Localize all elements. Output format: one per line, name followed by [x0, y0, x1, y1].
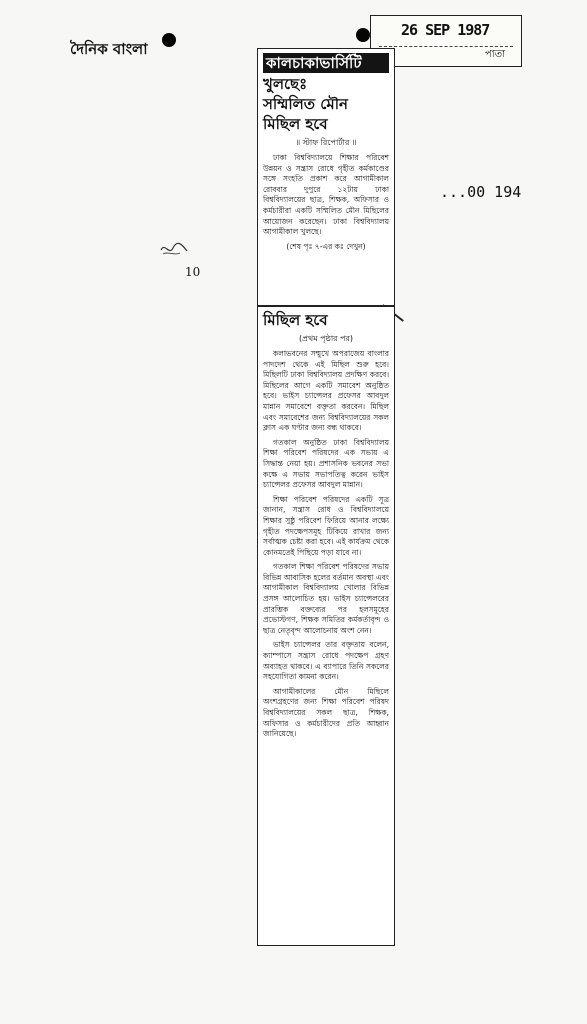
article-paragraph: গতকাল শিক্ষা পরিবেশ পরিষদের সভায় বিভিন্ন আবাসিক হলের বর্তমান অবস্থা এবং আগামীকাল বিশ্ববিদ্যালয় খোলার বিভিন্ন প্রসঙ্গ আলোচিত হয়। ভাইস চ্যান্সেলরের প্রারম্ভিক বক্তব্যের পর হলসমূহের প্রভোস্টগণ, শিক্ষক সমিতির কর্মকর্তাবৃন্দ ও ছাত্র নেতৃবৃন্দ আলোচনায় অংশ নেন। — [263, 562, 389, 635]
article-paragraph: ভাইস চ্যান্সেলর তার বক্তৃতায় বলেন, ক্যাম্পাসে সন্ত্রাস রোধে পদক্ষেপ গ্রহণ অব্যাহত থাকবে। এ ব্যাপারে তিনি সকলের সহযোগিতা কামনা করেন। — [263, 640, 389, 682]
margin-note: 10 — [185, 265, 201, 279]
headline-line: সম্মিলিত মৌন — [263, 95, 348, 113]
byline: (প্রথম পৃষ্ঠার পর) — [298, 334, 354, 343]
handwritten-scribble — [160, 240, 188, 261]
article-paragraph: গতকাল অনুষ্ঠিত ঢাকা বিশ্ববিদ্যালয় শিক্ষা পরিবেশ পরিষদের এক সভায় এ সিদ্ধান্ত নেয়া হয়। প্রশাসনিক ভবনের সভা কক্ষে এ সভায় সভাপতিত্ব করেন ভাইস চ্যান্সেলর প্রফেসর আবদুল মান্নান। — [263, 437, 389, 490]
continuation-line: (শেষ পৃঃ ৭-এর কঃ দেখুন) — [286, 241, 366, 251]
binder-hole-icon — [356, 28, 370, 42]
article-paragraph: ঢাকা বিশ্ববিদ্যালয়ে শিক্ষার পরিবেশ উন্নয়ন ও সন্ত্রাস রোধে গৃহীত কর্মকাণ্ডের সঙ্গে সংহতি প্রকাশ করে আগামীকাল রোববার দুপুরে ১২টায় ঢাকা বিশ্ববিদ্যালয়ের ছাত্র, শিক্ষক, অফিসার ও কর্মচারীরা একটি সম্মিলিত মৌন মিছিলের আয়োজন করেছেন। ঢাকা বিশ্ববিদ্যালয় আগামীকাল খুলছে। — [263, 153, 389, 237]
headline-line: কালচাকাভার্সিটি — [263, 53, 389, 73]
article-paragraph: কলাভবনের সম্মুখে অপরাজেয় বাংলার পাদদেশ থেকে এই মিছিল শুরু হবে। মিছিলটি ঢাকা বিশ্ববিদ্যালয় প্রদক্ষিণ করবে। মিছিলের আগে একটি সমাবেশ অনুষ্ঠিত হবে। ভাইস চ্যান্সেলর প্রফেসর আবদুল মান্নান সমাবেশে বক্তৃতা করবেন। মিছিল এবং সমাবেশের জন্য বিশ্ববিদ্যালয়ের সকল ক্লাস এক ঘণ্টার জন্য বন্ধ থাকবে। — [263, 349, 389, 433]
news-clipping-main — [257, 48, 395, 306]
headline-line: খুলছেঃ — [263, 75, 308, 93]
headline-line: মিছিল হবে — [263, 311, 328, 329]
byline: ॥ স্টাফ রিপোর্টার ॥ — [295, 138, 357, 147]
stamp-date: 26 SEP 1987 — [401, 21, 490, 39]
newspaper-source-label: দৈনিক বাংলা — [70, 40, 148, 58]
article-paragraph: শিক্ষা পরিবেশ পরিষদের একটি সূত্র জানান, সন্ত্রাস রোধ ও বিশ্ববিদ্যালয়ে শিক্ষার সুষ্ঠু পরিবেশ ফিরিয়ে আনার লক্ষ্যে গৃহীত পদক্ষেপসমূহ টিকিয়ে রাখার জন্য সর্বাত্মক চেষ্টা করা হবে। এই কার্যক্রম থেকে কোনমতেই পিছিয়ে পড়া যাবে না। — [263, 494, 389, 557]
binder-hole-icon — [162, 33, 176, 47]
stamp-page-label: পাতা — [484, 49, 505, 60]
article-paragraph: আগামীকালের মৌন মিছিলে অংশগ্রহণের জন্য শিক্ষা পরিবেশ পরিষদ বিশ্ববিদ্যালয়ের সকল ছাত্র, শিক্ষক, অফিসার ও কর্মচারীদের প্রতি আহ্বান জানিয়েছে। — [263, 686, 389, 739]
news-clipping-continuation — [257, 306, 395, 946]
headline-line: মিছিল হবে — [263, 115, 328, 133]
archive-page-number: ...00 194 — [440, 183, 522, 201]
